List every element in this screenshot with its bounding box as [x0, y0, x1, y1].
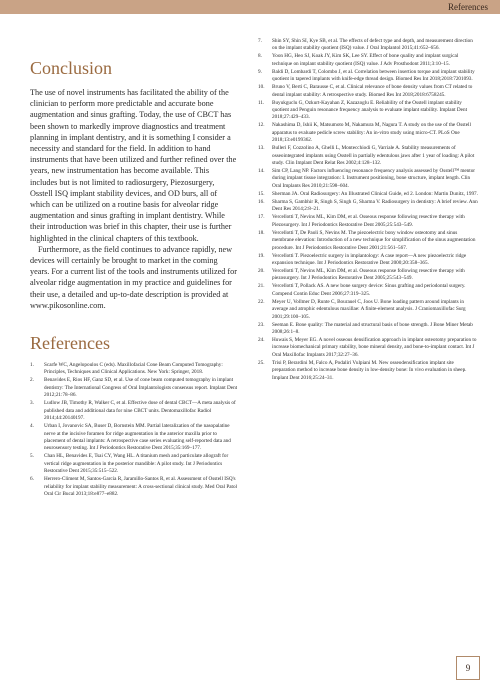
reference-item	[258, 84, 478, 99]
reference-number: 18.	[258, 229, 265, 236]
reference-text: Urban I, Jovanovic SA, Buser D, Bornstein MM. Partial lateralization of the nasopalatine nerve at the incisive foramen for ridge augmentation in the anterior maxilla prior to placement of dental implants: A retrospective case series evaluating self-reported data and neurosensory testing. Int J Periodontics Restorative Dent 2015;35:169–177.	[44, 423, 231, 452]
reference-number: 22.	[258, 298, 265, 305]
reference-text: Vercellotti T, De Paoli S, Nevins M. The piezoelectric bony window osteotomy and sinus membrane elevation: Introduction of a new technique for simplification of the sinus augmentation procedure. Int J Periodontics Restorative Dent 2001;21:561–567.	[272, 229, 476, 251]
reference-text: Vercellotti T. Piezoelectric surgery in implantology: A case report—A new piezoelectric ridge expansion technique. Int J Periodontics Restorative Dent 2000;20:358–365.	[272, 252, 467, 266]
reference-item	[258, 360, 478, 382]
reference-number: 23.	[258, 321, 265, 328]
reference-text: Huwais S, Meyer EG. A novel osseous densification approach in implant osteotomy preparation to increase biomechanical primary stability, bone mineral density, and bone-to-implant contact. Int J Oral Maxillofac Implants 2017;32:27–36.	[272, 336, 477, 358]
reference-number: 10.	[258, 84, 265, 91]
reference-item	[30, 400, 238, 422]
reference-item	[258, 53, 478, 68]
reference-item	[258, 122, 478, 144]
reference-text: Chan HL, Benavides E, Tsai CY, Wang HL. A titanium mesh and particulate allograft for vertical ridge augmentation in the posterior mandible: A pilot study. Int J Periodontics Restorative Dent 2015;35:515–522.	[44, 453, 229, 475]
reference-text: Bruno V, Berti C, Barausse C, et al. Clinical relevance of bone density values from CT related to dental implant stability: A retrospective study. Biomed Res Int 2018;2018:6758245.	[272, 84, 473, 98]
reference-number: 1.	[30, 362, 34, 369]
reference-text: Nakashima D, Ishii K, Matsumoto M, Nakamura M, Nagura T. A study on the use of the Osstell apparatus to evaluate pedicle screw stability: An in-vitro study using micro-CT. PLoS One 2018;13:e0199362.	[272, 122, 471, 144]
reference-item	[258, 214, 478, 229]
conclusion-heading: Conclusion	[30, 58, 113, 78]
reference-text: Meyer U, Vollmer D, Runte C, Bourauel C, Joos U. Bone loading pattern around implants in average and atrophic edentulous maxillae: A finite-element analysis. J Craniomaxillofac Surg 2001;29:100–105.	[272, 298, 466, 320]
reference-number: 5.	[30, 453, 34, 460]
reference-item	[258, 299, 478, 321]
reference-text: Herrero-Climent M, Santos-García R, Jaramillo-Santos R, et al. Assessment of Osstell ISQ's reliability for implant stability measurement: A cross-sectional clinical study. Med Oral Patol Oral Cir Bucal 2013;18:e877–e882.	[44, 476, 237, 497]
references-heading: References	[30, 333, 110, 354]
reference-text: Yoon HG, Heo SJ, Koak JY, Kim SK, Lee SY. Effect of bone quality and implant surgical technique on implant stability quotient (ISQ) value. J Adv Prosthodont 2011;3:10–15.	[272, 53, 459, 67]
reference-number: 9.	[258, 68, 262, 75]
conclusion-paragraph: Furthermore, as the field continues to advance rapidly, new devices will certainly be brought to market in the coming years. For a current list of the tools and instruments utilized for alveolar ridge augmentation in my practice and guidelines for their use, a detailed and up-to-date description is provided at www.pikosonline.com.	[30, 244, 237, 310]
reference-item	[258, 230, 478, 252]
reference-item	[30, 377, 238, 399]
reference-item	[258, 337, 478, 359]
reference-number: 7.	[258, 38, 262, 44]
reference-number: 21.	[258, 283, 265, 290]
reference-text: Bulleri F, Cozzolino A, Ghelli L, Montecchiodi G, Varriale A. Stability measurements of osseointegrated implants using Osstell in partially edentulous jaws after 1 year of loading: A pilot study. Clin Implant Dent Relat Res 2002;4:128–132.	[272, 145, 475, 167]
reference-text: Sherman JA. Oral Radiosurgery: An Illustrated Clinical Guide, ed 2. London: Martin Dunitz, 1997.	[272, 190, 478, 197]
reference-text: Sim CP, Lang NP. Factors influencing resonance frequency analysis assessed by Osstell™ mentor during implant tissue integration: I. Instrument positioning, bone structure, implant length. Clin Oral Implants Res 2010;21:598–604.	[272, 168, 476, 189]
reference-number: 17.	[258, 214, 265, 221]
reference-text: Sharma S, Gambhir R, Singh S, Singh G, Sharma V. Radiosurgery in dentistry: A brief review. Ann Dent Res 2014;2:8–21.	[272, 198, 478, 213]
reference-number: 25.	[258, 359, 265, 366]
reference-number: 6.	[30, 476, 34, 483]
reference-text: Benavides E, Rios HF, Ganz SD, et al. Use of cone beam computed tomography in implant dentistry: The International Congress of Oral Implantologists consensus report. Implant Dent 2012;21:78–86.	[44, 377, 238, 399]
reference-item	[258, 100, 478, 122]
reference-item	[258, 253, 478, 268]
page-number-box	[456, 656, 480, 680]
reference-text: Trisi P, Berardini M, Falco A, Podaliri Vulpiani M. New osseodensification implant site preparation method to increase bone density in low-density bone: In vivo evaluation in sheep. Implant Dent 2016;25:24–31.	[272, 359, 467, 381]
reference-item	[30, 423, 238, 453]
reference-item	[258, 69, 478, 84]
reference-text: Scarfe WC, Angelopoulos C (eds). Maxillofacial Cone Beam Computed Tomography: Principles, Techniques and Clinical Applications. New York: Springer, 2018.	[44, 362, 223, 376]
reference-text: Vercellotti T, Nevins ML, Kim DM, et al. Osseous response following resective therapy with Piezosurgery. Int J Periodontics Restorative Dent 2005;25:543–549.	[272, 214, 465, 228]
reference-item	[258, 283, 478, 298]
reference-text: Vercellotti T, Nevins ML, Kim DM, et al. Osseous response following resective therapy with piezosurgery. Int J Periodontics Restorative Dent 2005;25:543–549.	[272, 267, 465, 282]
reference-number: 16.	[258, 198, 265, 205]
reference-item	[258, 168, 478, 190]
header-bar	[0, 0, 500, 14]
reference-number: 15.	[258, 190, 265, 197]
reference-item	[258, 322, 478, 337]
reference-number: 8.	[258, 53, 262, 60]
reference-item	[258, 191, 478, 198]
reference-text: Seeman E. Bone quality: The material and structural basis of bone strength. J Bone Miner Metab 2008;26:1–8.	[272, 321, 473, 335]
reference-number: 4.	[30, 423, 34, 430]
reference-item	[30, 362, 238, 377]
reference-list-left	[30, 362, 238, 498]
reference-number: 19.	[258, 252, 265, 259]
left-column	[30, 58, 238, 499]
reference-number: 14.	[258, 168, 265, 175]
reference-text: Baldi D, Lombardi T, Colombo J, et al. Correlation between insertion torque and implant stability quotient in tapered implants with knife-edge thread design. Biomed Res Int 2018;2018:7201093.	[272, 68, 475, 83]
reference-item	[258, 199, 478, 214]
right-column	[258, 38, 478, 383]
reference-text: Ludlow JB, Timothy R, Walker C, et al. Effective dose of dental CBCT—A meta analysis of published data and additional data for nine CBCT units. Dentomaxillofac Radiol 2014;44:20140197.	[44, 400, 236, 422]
reference-item	[258, 38, 478, 53]
reference-item	[258, 145, 478, 167]
reference-item	[30, 453, 238, 475]
page-number: 9	[465, 663, 471, 673]
reference-number: 24.	[258, 336, 265, 343]
reference-item	[30, 476, 238, 498]
reference-list-right	[258, 38, 478, 382]
reference-text: Buyukguclu G, Ozkurt-Kayahan Z, Kazazoglu E. Reliability of the Osstell implant stability quotient and Penguin resonance frequency analysis to evaluate implant stability. Implant Dent 2018;27:429–433.	[272, 99, 468, 121]
reference-number: 3.	[30, 400, 34, 407]
reference-number: 20.	[258, 267, 265, 274]
running-header-title: References	[448, 2, 488, 12]
reference-number: 11.	[258, 99, 265, 106]
reference-number: 13.	[258, 145, 265, 152]
reference-text: Vercellotti T, Pollack AS. A new bone surgery device: Sinus grafting and periodontal surgery. Compend Contin Educ Dent 2006;27:319–325.	[272, 283, 466, 297]
reference-text: Shin SY, Shin SI, Kye SB, et al. The effects of defect type and depth, and measurement direction on the implant stability quotient (ISQ) value. J Oral Implantol 2015;41:652–656.	[272, 38, 473, 52]
reference-item	[258, 268, 478, 283]
reference-number: 12.	[258, 122, 265, 129]
conclusion-paragraph: The use of novel instruments has facilitated the ability of the clinician to perform more predictable and accurate bone augmentation and sinus grafting. Today, the use of CBCT has been shown to markedly improve diagnostics and treatment planning in implant dentistry, and it is something I consider a necessity and standard for the field. In addition to hand instruments that have been utilized and further refined over the years, new instrumentation has become available. This includes but is not limited to radiosurgery, Piezosurgery, Osstell ISQ implant stability devices, and OD burs, all of which can be utilized on a routine basis for alveolar ridge augmentation and sinus grafting in implant dentistry. While their introduction was brief in this chapter, their use is further highlighted in the clinical chapters of this textbook.	[30, 88, 237, 243]
reference-number: 2.	[30, 377, 34, 384]
